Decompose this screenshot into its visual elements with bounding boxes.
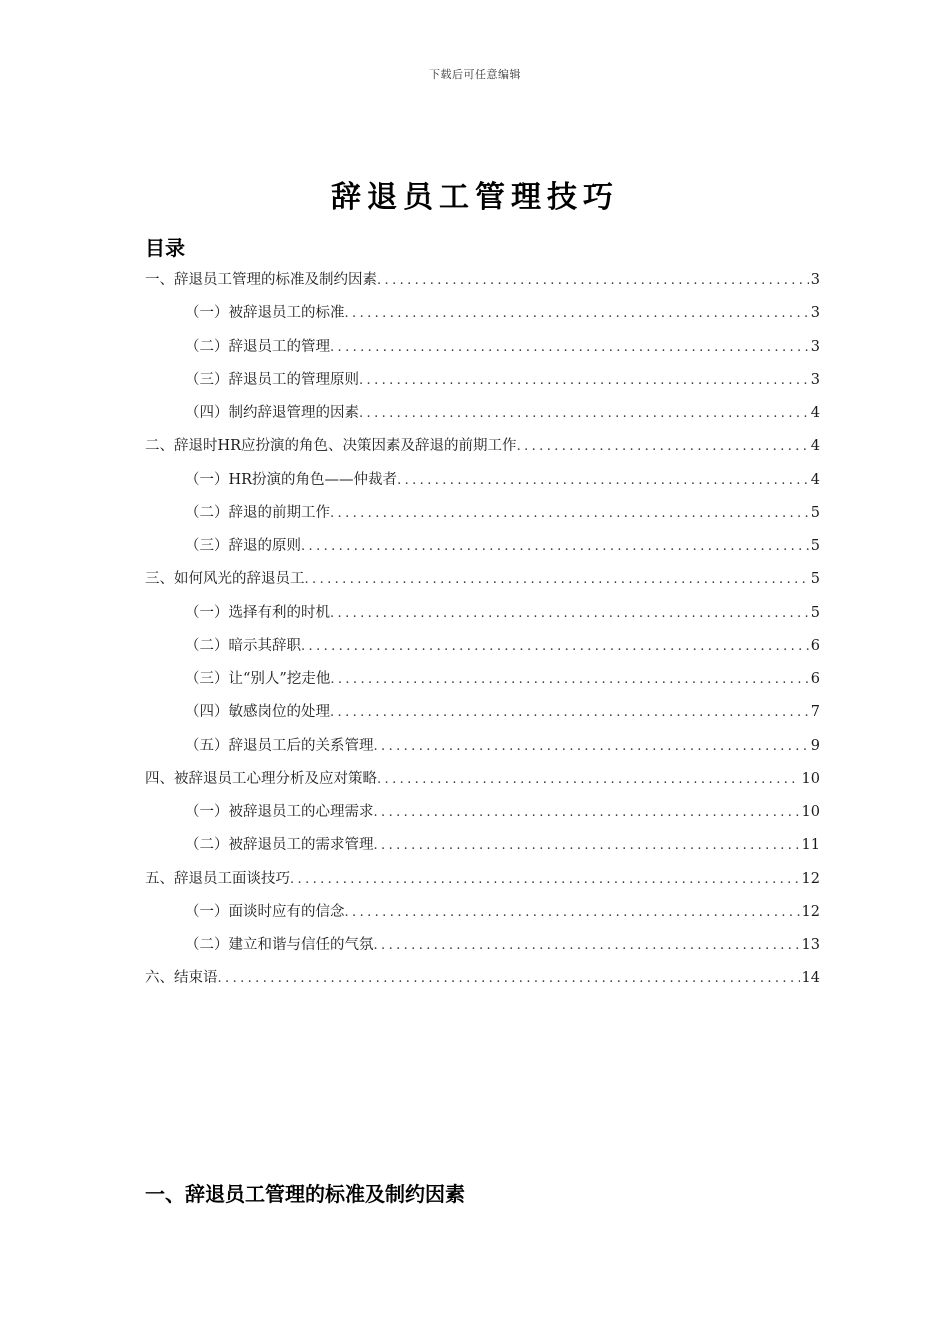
toc-dot-leader <box>330 663 808 696</box>
document-title: 辞退员工管理技巧 <box>331 180 619 215</box>
toc-entry-text: （二）被辞退员工的需求管理 <box>185 837 374 854</box>
toc-entry-text: （一）选择有利的时机 <box>185 604 330 621</box>
toc-dot-leader <box>374 796 800 829</box>
toc-entry[interactable] <box>145 530 820 563</box>
toc-entry[interactable] <box>145 430 820 463</box>
toc-page-number: 5 <box>810 571 820 588</box>
toc-entry[interactable] <box>145 929 820 962</box>
toc-entry[interactable] <box>145 563 820 596</box>
toc-entry-text: （二）辞退员工的管理 <box>185 338 330 355</box>
toc-entry[interactable] <box>145 863 820 896</box>
toc-dot-leader <box>377 763 800 796</box>
header-note: 下载后可任意编辑 <box>429 68 521 81</box>
toc-entry[interactable] <box>145 663 820 696</box>
toc-dot-leader <box>345 297 809 330</box>
toc-dot-leader <box>290 863 800 896</box>
toc-entry[interactable] <box>145 829 820 862</box>
toc-dot-leader <box>374 829 800 862</box>
toc-page-number: 13 <box>801 937 820 953</box>
toc-page-number: 3 <box>810 371 820 388</box>
toc-entry-text: 六、结束语 <box>145 970 218 987</box>
toc-entry-text: （二）建立和谐与信任的气氛 <box>185 937 374 953</box>
toc-page-number: 9 <box>810 737 820 754</box>
toc-dot-leader <box>374 929 800 962</box>
toc-entry[interactable] <box>145 763 820 796</box>
toc-entry-text: （一）面谈时应有的信念 <box>185 903 345 920</box>
section-heading: 一、辞退员工管理的标准及制约因素 <box>145 1182 465 1206</box>
toc-entry-text: 三、如何风光的辞退员工 <box>145 571 305 588</box>
toc-entry-text: （三）辞退员工的管理原则 <box>185 371 359 388</box>
toc-dot-leader <box>330 597 809 630</box>
toc-entry-text: （二）暗示其辞职 <box>185 637 301 654</box>
toc-entry-text: 四、被辞退员工心理分析及应对策略 <box>145 770 377 787</box>
toc-page-number: 10 <box>801 804 820 820</box>
toc-entry-text: 五、辞退员工面谈技巧 <box>145 870 290 887</box>
toc-page-number: 4 <box>810 405 820 421</box>
toc-dot-leader <box>377 264 809 297</box>
toc-dot-leader <box>330 696 809 729</box>
toc-entry-text: （四）制约辞退管理的因素 <box>185 405 359 421</box>
toc-entry[interactable] <box>145 364 820 397</box>
toc-page-number: 12 <box>801 870 820 887</box>
toc-dot-leader <box>301 530 809 563</box>
toc-dot-leader <box>330 497 809 530</box>
toc-entry[interactable] <box>145 896 820 929</box>
toc-dot-leader <box>359 397 809 430</box>
toc-entry-text: （五）辞退员工后的关系管理 <box>185 737 374 754</box>
toc-dot-leader <box>374 730 809 763</box>
toc-entry-text: （四）敏感岗位的处理 <box>185 704 330 721</box>
toc-entry[interactable] <box>145 630 820 663</box>
toc-page-number: 10 <box>801 770 820 787</box>
toc-dot-leader <box>359 364 809 397</box>
toc-page-number: 5 <box>810 604 820 621</box>
toc-entry-text: （二）辞退的前期工作 <box>185 504 330 521</box>
toc-page-number: 3 <box>810 305 820 322</box>
toc-dot-leader <box>517 430 809 463</box>
toc-page-number: 3 <box>810 272 820 288</box>
toc-page-number: 3 <box>810 338 820 355</box>
toc-entry-text: （三）辞退的原则 <box>185 538 301 554</box>
toc-dot-leader <box>345 896 800 929</box>
toc-entry[interactable] <box>145 297 820 330</box>
toc-entry[interactable] <box>145 464 820 497</box>
table-of-contents <box>145 264 820 996</box>
toc-page-number: 14 <box>801 970 820 987</box>
toc-entry-text: 二、辞退时HR应扮演的角色、决策因素及辞退的前期工作 <box>145 438 517 455</box>
toc-dot-leader <box>397 464 809 497</box>
toc-page-number: 4 <box>810 471 820 488</box>
toc-entry[interactable] <box>145 962 820 995</box>
toc-entry[interactable] <box>145 597 820 630</box>
toc-page-number: 11 <box>801 837 820 854</box>
toc-entry[interactable] <box>145 696 820 729</box>
toc-entry[interactable] <box>145 497 820 530</box>
toc-page-number: 6 <box>810 637 820 654</box>
toc-entry-text: 一、辞退员工管理的标准及制约因素 <box>145 272 377 288</box>
toc-page-number: 6 <box>810 671 820 687</box>
toc-page-number: 12 <box>801 903 820 920</box>
toc-entry-text: （一）HR扮演的角色——仲裁者 <box>185 471 398 488</box>
toc-dot-leader <box>305 563 809 596</box>
toc-entry[interactable] <box>145 796 820 829</box>
toc-entry[interactable] <box>145 264 820 297</box>
toc-page-number: 5 <box>810 538 820 554</box>
toc-entry[interactable] <box>145 730 820 763</box>
toc-entry-text: （一）被辞退员工的标准 <box>185 305 345 322</box>
toc-entry[interactable] <box>145 397 820 430</box>
toc-entry[interactable] <box>145 331 820 364</box>
toc-page-number: 4 <box>810 438 820 455</box>
toc-dot-leader <box>330 331 809 364</box>
toc-dot-leader <box>218 962 800 995</box>
toc-dot-leader <box>301 630 809 663</box>
toc-page-number: 5 <box>810 504 820 521</box>
toc-page-number: 7 <box>810 704 820 721</box>
toc-entry-text: （三）让“别人”挖走他 <box>185 671 331 687</box>
toc-entry-text: （一）被辞退员工的心理需求 <box>185 804 374 820</box>
toc-heading: 目录 <box>145 236 185 260</box>
